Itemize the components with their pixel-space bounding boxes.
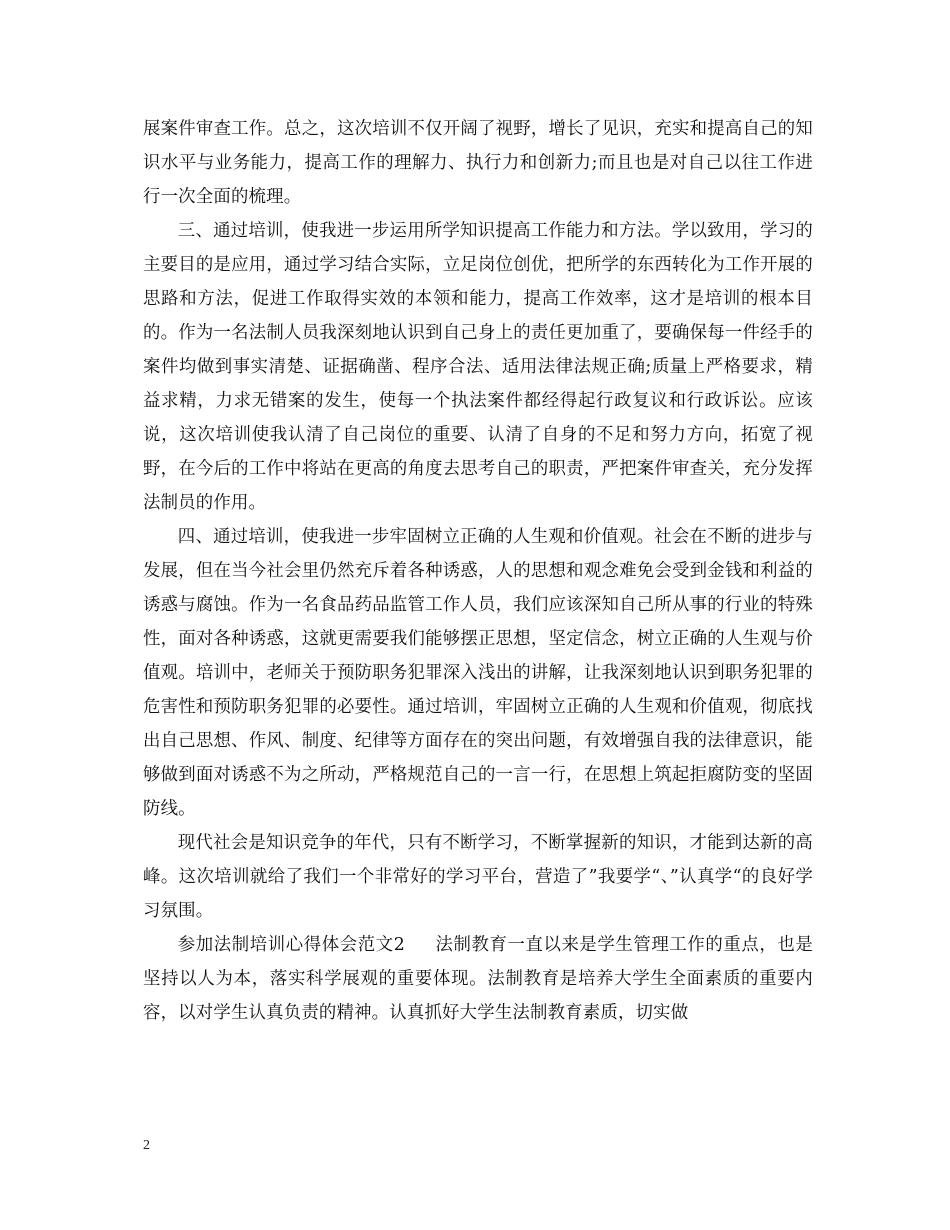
- section-text: 法制教育一直以来是学生管理工作的重点，也是坚持以人为本，落实科学展观的重要体现。法制教育是培养大学生全面素质的重要内容，以对学生认真负责的精神。认真抓好大学生法制教育素质，切实做: [143, 935, 814, 1023]
- document-body: [143, 112, 813, 1030]
- paragraph-4: 现代社会是知识竞争的年代，只有不断学习，不断掌握新的知识，才能到达新的高峰。这次培训就给了我们一个非常好的学习平台，营造了”我要学“、”认真学“的良好学习氛围。: [143, 833, 813, 921]
- paragraph-1: 展案件审查工作。总之，这次培训不仅开阔了视野，增长了见识，充实和提高自己的知识水平与业务能力，提高工作的理解力、执行力和创新力;而且也是对自己以往工作进行一次全面的梳理。: [143, 119, 813, 207]
- section-heading: 参加法制培训心得体会范文2: [177, 935, 406, 955]
- page-number: 2: [143, 1138, 150, 1153]
- paragraph-3: 四、通过培训，使我进一步牢固树立正确的人生观和价值观。社会在不断的进步与发展，但在当今社会里仍然充斥着各种诱惑，人的思想和观念难免会受到金钱和利益的诱惑与腐蚀。作为一名食品药品监管工作人员，我们应该深知自己所从事的行业的特殊性，面对各种诱惑，这就更需要我们能够摆正思想，坚定信念，树立正确的人生观与价值观。培训中，老师关于预防职务犯罪深入浅出的讲解，让我深刻地认识到职务犯罪的危害性和预防职务犯罪的必要性。通过培训，牢固树立正确的人生观和价值观，彻底找出自己思想、作风、制度、纪律等方面存在的突出问题，有效增强自我的法律意识，能够做到面对诱惑不为之所动，严格规范自己的一言一行，在思想上筑起拒腐防变的坚固防线。: [143, 527, 813, 819]
- paragraph-5: [143, 928, 813, 1030]
- paragraph-2: 三、通过培训，使我进一步运用所学知识提高工作能力和方法。学以致用，学习的主要目的是应用，通过学习结合实际，立足岗位创优，把所学的东西转化为工作开展的思路和方法，促进工作取得实效的本领和能力，提高工作效率，这才是培训的根本目的。作为一名法制人员我深刻地认识到自己身上的责任更加重了，要确保每一件经手的案件均做到事实清楚、证据确凿、程序合法、适用法律法规正确;质量上严格要求，精益求精，力求无错案的发生，使每一个执法案件都经得起行政复议和行政诉讼。应该说，这次培训使我认清了自己岗位的重要、认清了自身的不足和努力方向，拓宽了视野，在今后的工作中将站在更高的角度去思考自己的职责，严把案件审查关，充分发挥法制员的作用。: [143, 221, 813, 513]
